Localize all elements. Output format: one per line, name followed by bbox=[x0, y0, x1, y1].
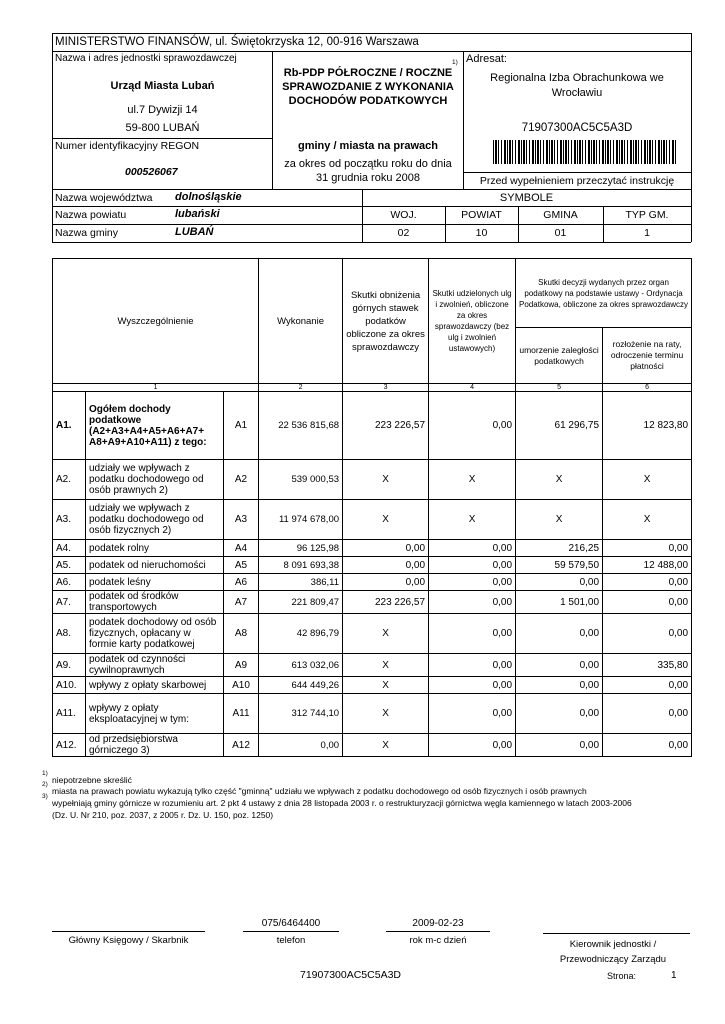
table-row bbox=[53, 392, 692, 460]
sym-value-woj: 02 bbox=[397, 227, 410, 239]
row-ulgi: X bbox=[429, 460, 516, 500]
woj-label: Nazwa województwa bbox=[55, 192, 153, 204]
col-header-wykonanie: Wykonanie bbox=[259, 259, 343, 384]
col-num-1: 1 bbox=[53, 384, 259, 392]
row-code: A12 bbox=[224, 734, 259, 757]
row-code: A1 bbox=[224, 392, 259, 460]
sym-header-woj: WOJ. bbox=[390, 209, 417, 221]
row-ulgi: 0,00 bbox=[429, 677, 516, 694]
row-ulgi: 0,00 bbox=[429, 540, 516, 557]
col-num-5: 5 bbox=[516, 384, 603, 392]
pow-value: lubański bbox=[175, 208, 220, 220]
footnote-mark-3: 3) bbox=[42, 793, 48, 800]
sym-header-typ: TYP GM. bbox=[625, 209, 669, 221]
row-obnizenie: X bbox=[343, 677, 429, 694]
regon-value: 000526067 bbox=[125, 166, 178, 178]
report-title: Rb-PDP PÓŁROCZNE / ROCZNE SPRAWOZDANIE Z WYKONANIA DOCHODÓW PODATKOWYCH bbox=[282, 67, 454, 107]
adresat-label: Adresat: bbox=[466, 53, 507, 65]
row-wykonanie: 22 536 815,68 bbox=[259, 392, 343, 460]
table-row bbox=[53, 677, 692, 694]
row-rozlozenie: 0,00 bbox=[603, 734, 692, 757]
row-rozlozenie: 0,00 bbox=[603, 694, 692, 734]
row-name: podatek rolny bbox=[86, 540, 224, 557]
row-obnizenie: X bbox=[343, 734, 429, 757]
row-rozlozenie: X bbox=[603, 460, 692, 500]
row-umorzenie: 0,00 bbox=[516, 677, 603, 694]
footnote-mark-1: 1) bbox=[42, 770, 48, 777]
row-name: podatek od czynności cywilnoprawnych bbox=[86, 654, 224, 677]
row-umorzenie: 0,00 bbox=[516, 654, 603, 677]
unit-name: Urząd Miasta Lubań bbox=[110, 80, 215, 92]
row-name: wpływy z opłaty skarbowej bbox=[86, 677, 224, 694]
row-rozlozenie: 0,00 bbox=[603, 574, 692, 591]
row-umorzenie: 1 501,00 bbox=[516, 591, 603, 614]
row-code: A10 bbox=[224, 677, 259, 694]
row-rozlozenie: 0,00 bbox=[603, 614, 692, 654]
gmina-value: LUBAŃ bbox=[175, 226, 214, 238]
col-num-4: 4 bbox=[429, 384, 516, 392]
date-value: 2009-02-23 bbox=[412, 918, 464, 929]
pow-label: Nazwa powiatu bbox=[55, 209, 127, 221]
row-name: podatek dochodowy od osób fizycznych, opłacany w formie karty podatkowej bbox=[86, 614, 224, 654]
unit-street: ul.7 Dywizji 14 bbox=[127, 104, 198, 116]
table-row bbox=[53, 540, 692, 557]
row-code: A4 bbox=[224, 540, 259, 557]
row-name: podatek od nieruchomości bbox=[86, 557, 224, 574]
row-umorzenie: 0,00 bbox=[516, 694, 603, 734]
row-rozlozenie: 0,00 bbox=[603, 677, 692, 694]
row-id: A5. bbox=[53, 557, 86, 574]
row-code: A2 bbox=[224, 460, 259, 500]
row-obnizenie: X bbox=[343, 694, 429, 734]
sig-accountant: Główny Księgowy / Skarbnik bbox=[68, 935, 189, 946]
row-umorzenie: 0,00 bbox=[516, 574, 603, 591]
table-row bbox=[53, 574, 692, 591]
row-code: A11 bbox=[224, 694, 259, 734]
row-ulgi: 0,00 bbox=[429, 591, 516, 614]
instruction-note: Przed wypełnieniem przeczytać instrukcję bbox=[479, 175, 675, 187]
ministry-address: MINISTERSTWO FINANSÓW, ul. Świętokrzyska 12, 00-916 Warszawa bbox=[55, 36, 419, 48]
row-name: udziały we wpływach z podatku dochodowego od osób fizycznych 2) bbox=[86, 500, 224, 540]
row-name: podatek od środków transportowych bbox=[86, 591, 224, 614]
footnote-3: wypełniają gminy górnicze w rozumieniu art. 2 pkt 4 ustawy z dnia 28 listopada 2003 r. o restrukturyzacji górnictwa węgla kamiennego w latach 2003-2006 bbox=[52, 798, 632, 808]
row-id: A7. bbox=[53, 591, 86, 614]
row-ulgi: 0,00 bbox=[429, 574, 516, 591]
row-id: A8. bbox=[53, 614, 86, 654]
row-obnizenie: X bbox=[343, 614, 429, 654]
row-ulgi: 0,00 bbox=[429, 392, 516, 460]
row-wykonanie: 96 125,98 bbox=[259, 540, 343, 557]
row-id: A10. bbox=[53, 677, 86, 694]
unit-city: 59-800 LUBAŃ bbox=[125, 122, 200, 134]
row-wykonanie: 42 896,79 bbox=[259, 614, 343, 654]
row-name: podatek leśny bbox=[86, 574, 224, 591]
row-name: wpływy z opłaty eksploatacyjnej w tym: bbox=[86, 694, 224, 734]
table-row bbox=[53, 654, 692, 677]
row-ulgi: 0,00 bbox=[429, 557, 516, 574]
row-wykonanie: 312 744,10 bbox=[259, 694, 343, 734]
footer-code: 71907300AC5C5A3D bbox=[300, 969, 401, 981]
footnote-2: miasta na prawach powiatu wykazują tylko część "gminną" udziału we wpływach z podatku dochodowego od osób fizycznych i osób prawnych bbox=[52, 786, 587, 796]
row-wykonanie: 221 809,47 bbox=[259, 591, 343, 614]
row-obnizenie: X bbox=[343, 500, 429, 540]
row-name: udziały we wpływach z podatku dochodowego od osób prawnych 2) bbox=[86, 460, 224, 500]
col-header-obnizenie: Skutki obniżenia górnych stawek podatków obliczone za okres sprawozdawczy bbox=[343, 259, 429, 384]
col-header-umorzenie: umorzenie zaległości podatkowych bbox=[516, 328, 603, 384]
row-id: A4. bbox=[53, 540, 86, 557]
row-rozlozenie: 12 823,80 bbox=[603, 392, 692, 460]
symbole-label: SYMBOLE bbox=[499, 192, 554, 204]
col-header-ulgi: Skutki udzielonych ulg i zwolnień, obliczone za okres sprawozdawczy (bez ulg i zwolnień ustawowych) bbox=[429, 259, 516, 384]
sym-value-gmina: 01 bbox=[554, 227, 567, 239]
barcode-image bbox=[493, 140, 677, 164]
row-name: od przedsiębiorstwa górniczego 3) bbox=[86, 734, 224, 757]
row-obnizenie: 0,00 bbox=[343, 557, 429, 574]
sym-value-powiat: 10 bbox=[475, 227, 488, 239]
row-id: A9. bbox=[53, 654, 86, 677]
row-umorzenie: X bbox=[516, 500, 603, 540]
row-wykonanie: 8 091 693,38 bbox=[259, 557, 343, 574]
row-obnizenie: 223 226,57 bbox=[343, 591, 429, 614]
row-id: A6. bbox=[53, 574, 86, 591]
table-row bbox=[53, 460, 692, 500]
sym-header-gmina: GMINA bbox=[543, 209, 578, 221]
row-code: A6 bbox=[224, 574, 259, 591]
page-number: 1 bbox=[671, 970, 677, 981]
sym-header-powiat: POWIAT bbox=[461, 209, 502, 221]
title-footnote-mark: 1) bbox=[452, 59, 458, 66]
row-umorzenie: 216,25 bbox=[516, 540, 603, 557]
row-code: A9 bbox=[224, 654, 259, 677]
row-ulgi: 0,00 bbox=[429, 614, 516, 654]
row-rozlozenie: 335,80 bbox=[603, 654, 692, 677]
row-umorzenie: 59 579,50 bbox=[516, 557, 603, 574]
table-row bbox=[53, 500, 692, 540]
row-umorzenie: 61 296,75 bbox=[516, 392, 603, 460]
row-umorzenie: X bbox=[516, 460, 603, 500]
row-code: A8 bbox=[224, 614, 259, 654]
unit-label: Nazwa i adres jednostki sprawozdawczej bbox=[55, 53, 237, 64]
sym-value-typ: 1 bbox=[644, 227, 650, 239]
row-umorzenie: 0,00 bbox=[516, 614, 603, 654]
row-obnizenie: 0,00 bbox=[343, 574, 429, 591]
sig-head: Kierownik jednostki / Przewodniczący Zarządu bbox=[559, 939, 667, 965]
table-row bbox=[53, 557, 692, 574]
row-wykonanie: 0,00 bbox=[259, 734, 343, 757]
row-wykonanie: 11 974 678,00 bbox=[259, 500, 343, 540]
row-rozlozenie: X bbox=[603, 500, 692, 540]
table-row bbox=[53, 614, 692, 654]
row-id: A2. bbox=[53, 460, 86, 500]
doc-code: 71907300AC5C5A3D bbox=[521, 122, 633, 134]
row-obnizenie: 223 226,57 bbox=[343, 392, 429, 460]
row-obnizenie: X bbox=[343, 654, 429, 677]
row-umorzenie: 0,00 bbox=[516, 734, 603, 757]
regon-label: Numer identyfikacyjny REGON bbox=[55, 140, 200, 152]
row-name: Ogółem dochody podatkowe (A2+A3+A4+A5+A6+A7+ A8+A9+A10+A11) z tego: bbox=[86, 392, 224, 460]
table-row bbox=[53, 694, 692, 734]
footnote-1: niepotrzebne skreślić bbox=[52, 775, 132, 785]
phone-value: 075/6464400 bbox=[261, 918, 321, 929]
table-row bbox=[53, 734, 692, 757]
tax-income-table bbox=[52, 258, 692, 757]
page-label: Strona: bbox=[607, 971, 637, 981]
woj-value: dolnośląskie bbox=[175, 191, 242, 203]
row-obnizenie: 0,00 bbox=[343, 540, 429, 557]
table-row bbox=[53, 591, 692, 614]
row-rozlozenie: 0,00 bbox=[603, 540, 692, 557]
row-wykonanie: 539 000,53 bbox=[259, 460, 343, 500]
row-id: A12. bbox=[53, 734, 86, 757]
adresat-value: Regionalna Izba Obrachunkowa we Wrocławiu bbox=[490, 72, 664, 99]
col-num-2: 2 bbox=[259, 384, 343, 392]
row-code: A3 bbox=[224, 500, 259, 540]
row-rozlozenie: 12 488,00 bbox=[603, 557, 692, 574]
col-num-6: 6 bbox=[603, 384, 692, 392]
row-wykonanie: 644 449,26 bbox=[259, 677, 343, 694]
row-wykonanie: 386,11 bbox=[259, 574, 343, 591]
report-period: za okres od początku roku do dnia 31 grudnia roku 2008 bbox=[284, 158, 452, 184]
row-ulgi: 0,00 bbox=[429, 694, 516, 734]
row-code: A7 bbox=[224, 591, 259, 614]
row-id: A11. bbox=[53, 694, 86, 734]
sig-date-label: rok m-c dzień bbox=[409, 935, 467, 946]
row-ulgi: 0,00 bbox=[429, 734, 516, 757]
footnote-3-ref: (Dz. U. Nr 210, poz. 2037, z 2005 r. Dz. U. 150, poz. 1250) bbox=[52, 810, 274, 820]
sig-phone-label: telefon bbox=[276, 935, 306, 946]
col-header-decyzje: Skutki decyzji wydanych przez organ podatkowy na podstawie ustawy - Ordynacja Podatkowa, obliczone za okres sprawozdawczy bbox=[516, 259, 692, 328]
row-rozlozenie: 0,00 bbox=[603, 591, 692, 614]
footnote-mark-2: 2) bbox=[42, 781, 48, 788]
col-header-wyszczegolnienie: Wyszczególnienie bbox=[53, 259, 259, 384]
row-id: A1. bbox=[53, 392, 86, 460]
row-id: A3. bbox=[53, 500, 86, 540]
row-ulgi: 0,00 bbox=[429, 654, 516, 677]
report-scope: gminy / miasta na prawach bbox=[298, 140, 438, 152]
col-header-rozlozenie: rozłożenie na raty, odroczenie terminu płatności bbox=[603, 328, 692, 384]
row-wykonanie: 613 032,06 bbox=[259, 654, 343, 677]
row-ulgi: X bbox=[429, 500, 516, 540]
row-code: A5 bbox=[224, 557, 259, 574]
gmina-label: Nazwa gminy bbox=[55, 227, 119, 239]
col-num-3: 3 bbox=[343, 384, 429, 392]
row-obnizenie: X bbox=[343, 460, 429, 500]
